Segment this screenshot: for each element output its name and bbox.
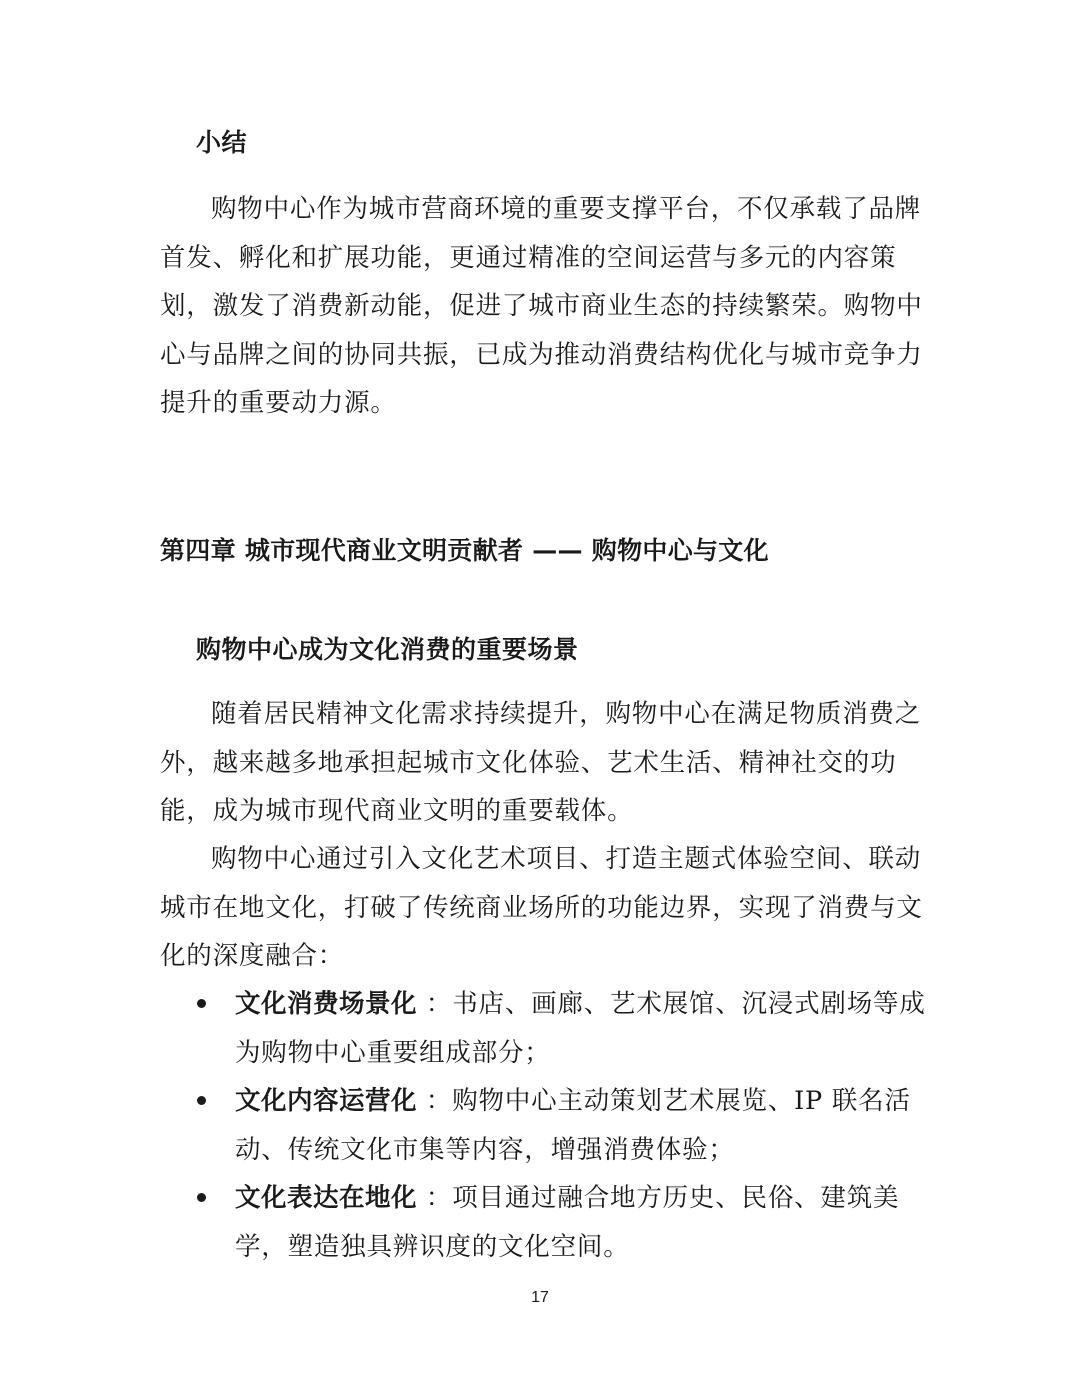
page-number: 17 [531, 1289, 549, 1306]
bullet-icon [197, 1096, 206, 1105]
bullet-text: ：购物中心主动策划艺术展览、IP 联名活动、传统文化市集等内容，增强消费体验； [235, 1086, 911, 1165]
bullet-list [160, 980, 930, 1271]
summary-paragraph: 购物中心作为城市营商环境的重要支撑平台，不仅承载了品牌首发、孵化和扩展功能，更通过精准的空间运营与多元的内容策划，激发了消费新动能，促进了城市商业生态的持续繁荣。购物中心与品牌之间的协同共振，已成为推动消费结构优化与城市竞争力提升的重要动力源。 [160, 194, 923, 418]
bullet-text: ：项目通过融合地方历史、民俗、建筑美学，塑造独具辨识度的文化空间。 [235, 1183, 900, 1262]
bullet-icon [197, 999, 206, 1008]
list-item [160, 980, 930, 1077]
section-paragraph-1: 随着居民精神文化需求持续提升，购物中心在满足物质消费之外，越来越多地承担起城市文化体验、艺术生活、精神社交的功能，成为城市现代商业文明的重要载体。 [160, 699, 922, 826]
bullet-icon [197, 1193, 206, 1202]
bullet-term: 文化内容运营化 [235, 1086, 418, 1116]
bullet-term: 文化表达在地化 [235, 1183, 418, 1213]
chapter-title: 第四章 城市现代商业文明贡献者 —— 购物中心与文化 [160, 536, 769, 565]
list-item [160, 1077, 930, 1174]
section-heading: 购物中心成为文化消费的重要场景 [196, 635, 579, 664]
section-paragraph-2: 购物中心通过引入文化艺术项目、打造主题式体验空间、联动城市在地文化，打破了传统商业场所的功能边界，实现了消费与文化的深度融合： [160, 844, 923, 971]
bullet-text: ：书店、画廊、艺术展馆、沉浸式剧场等成为购物中心重要组成部分； [235, 989, 926, 1068]
bullet-term: 文化消费场景化 [235, 989, 418, 1019]
summary-heading: 小结 [196, 128, 248, 157]
list-item [160, 1174, 930, 1271]
